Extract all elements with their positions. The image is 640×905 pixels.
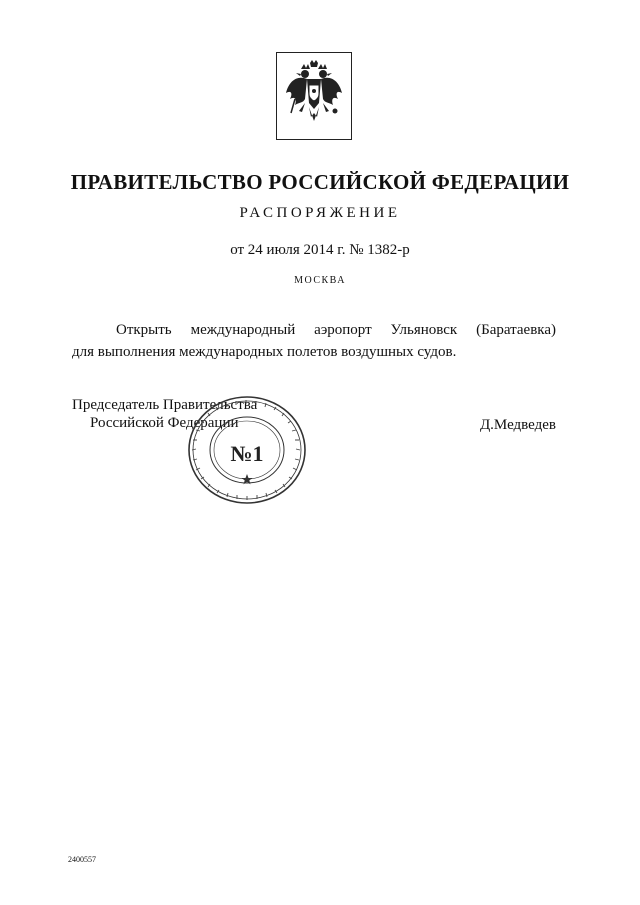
signer-position-line-1: Председатель Правительства <box>72 397 258 413</box>
signer-position-line-2: Российской Федерации <box>90 415 239 431</box>
double-headed-eagle-icon <box>283 59 345 133</box>
order-text-line-2: для выполнения международных полетов воздушных судов. <box>72 344 457 360</box>
signer-name: Д.Медведев <box>479 417 556 433</box>
document-date-number: от 24 июля 2014 г. № 1382-р <box>230 242 410 258</box>
document-type: РАСПОРЯЖЕНИЕ <box>239 205 401 221</box>
government-title: ПРАВИТЕЛЬСТВО РОССИЙСКОЙ ФЕДЕРАЦИИ <box>70 170 570 194</box>
order-text-line-1: Открыть международный аэропорт Ульяновск (Баратаевка) <box>116 322 556 338</box>
document-city: МОСКВА <box>294 275 346 286</box>
document-code: 2400557 <box>68 855 96 864</box>
stamp-number: №1 <box>230 441 264 466</box>
official-stamp <box>176 392 318 508</box>
coat-of-arms-emblem <box>276 52 352 140</box>
